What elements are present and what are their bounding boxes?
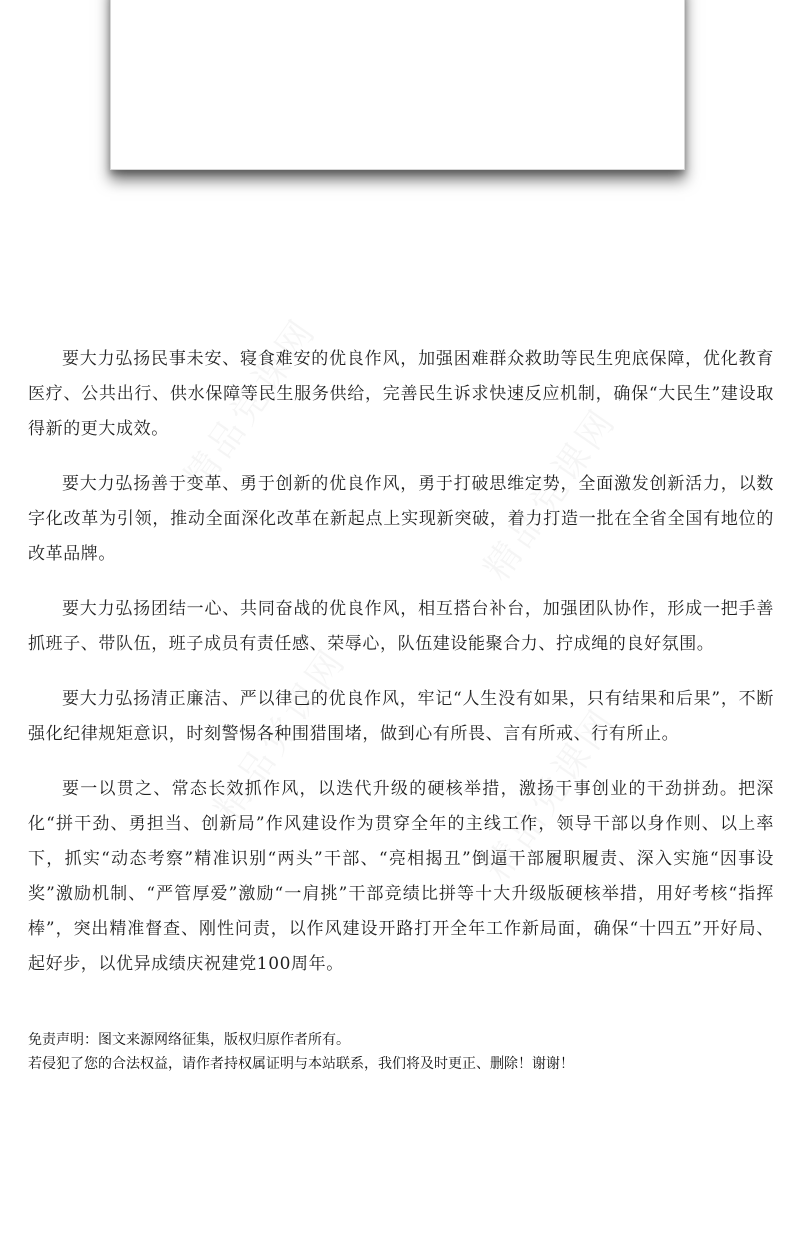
article-paragraph: 要一以贯之、常态长效抓作风，以迭代升级的硬核举措，激扬干事创业的干劲拼劲。把深化“拼干劲、勇担当、创新局”作风建设作为贯穿全年的主线工作，领导干部以身作则、以上率下，抓实“动态考察”精准识别“两头”干部、“亮相揭丑”倒逼干部履职履责、深入实施“因事设奖”激励机制、“严管厚爱”激励“一肩挑”干部竞绩比拼等十大升级版硬核举措，用好考核“指挥棒”，突出精准督查、刚性问责，以作风建设开路打开全年工作新局面，确保“十四五”开好局、起好步，以优异成绩庆祝建党100周年。 bbox=[28, 779, 774, 974]
article-paragraph: 要大力弘扬团结一心、共同奋战的优良作风，相互搭台补台，加强团队协作，形成一把手善抓班子、带队伍，班子成员有责任感、荣辱心，队伍建设能聚合力、拧成绳的良好氛围。 bbox=[28, 599, 774, 654]
article-paragraph: 要大力弘扬清正廉洁、严以律己的优良作风，牢记“人生没有如果，只有结果和后果”，不断强化纪律规矩意识，时刻警惕各种围猎围堵，做到心有所畏、言有所戒、行有所止。 bbox=[28, 689, 774, 744]
disclaimer bbox=[28, 1028, 774, 1076]
disclaimer-line: 若侵犯了您的合法权益，请作者持权属证明与本站联系，我们将及时更正、删除！谢谢！ bbox=[28, 1056, 574, 1072]
article-paragraph: 要大力弘扬善于变革、勇于创新的优良作风，勇于打破思维定势，全面激发创新活力，以数字化改革为引领，推动全面深化改革在新起点上实现新突破，着力打造一批在全省全国有地位的改革品牌。 bbox=[28, 474, 774, 564]
disclaimer-line: 免责声明：图文来源网络征集，版权归原作者所有。 bbox=[28, 1032, 350, 1048]
article-paragraph: 要大力弘扬民事未安、寝食难安的优良作风，加强困难群众救助等民生兜底保障，优化教育医疗、公共出行、供水保障等民生服务供给，完善民生诉求快速反应机制，确保“大民生”建设取得新的更大成效。 bbox=[28, 349, 774, 439]
image-card bbox=[110, 0, 685, 170]
article-body bbox=[28, 342, 774, 1002]
